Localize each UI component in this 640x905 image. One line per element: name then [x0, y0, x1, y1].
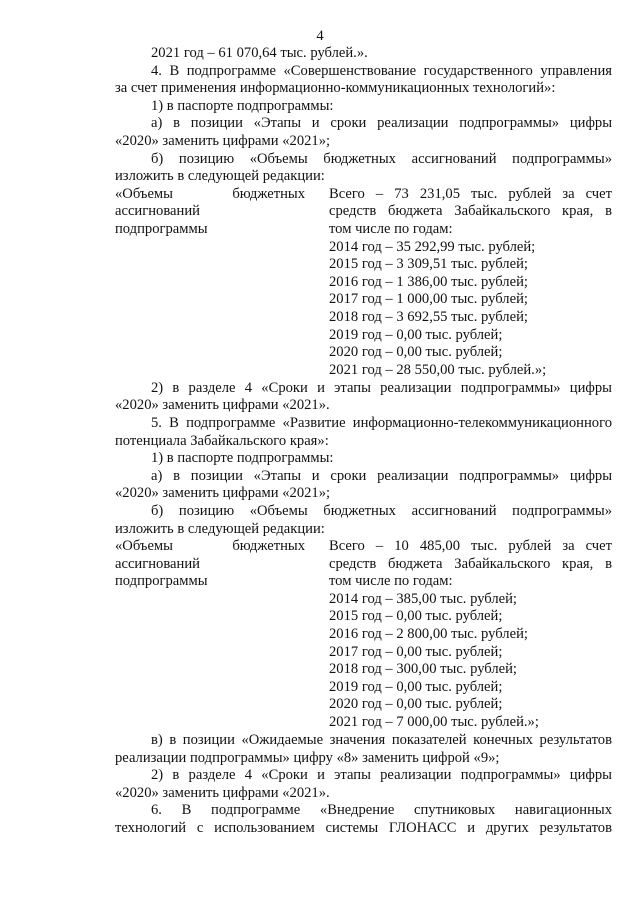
text-line: б) позицию «Объемы бюджетных ассигнований подпрограммы»	[151, 502, 612, 519]
table-2-label-column	[115, 538, 305, 591]
text-line: средств бюджета Забайкальского края, в	[329, 203, 612, 220]
page-number: 4	[316, 28, 324, 44]
text-line: «2020» заменить цифрами «2021»;	[115, 485, 331, 502]
text-line: 1) в паспорте подпрограммы:	[151, 450, 334, 467]
text-line: том числе по годам:	[329, 220, 453, 237]
text-line: 2) в разделе 4 «Сроки и этапы реализации подпрограммы» цифры	[151, 379, 612, 396]
text-line: в) в позиции «Ожидаемые значения показателей конечных результатов	[151, 732, 612, 749]
text-line: «Объемы бюджетных	[115, 185, 305, 202]
text-line: 4. В подпрограмме «Совершенствование государственного управления	[151, 62, 612, 79]
text-line: том числе по годам:	[329, 573, 453, 590]
text-line: средств бюджета Забайкальского края, в	[329, 555, 612, 572]
text-line: 2016 год – 2 800,00 тыс. рублей;	[329, 626, 528, 643]
text-line: а) в позиции «Этапы и сроки реализации подпрограммы» цифры	[151, 115, 612, 132]
text-line: 2021 год – 61 070,64 тыс. рублей.».	[151, 45, 368, 61]
table-1-value-column	[329, 186, 612, 380]
text-line: Всего – 73 231,05 тыс. рублей за счет	[329, 185, 612, 202]
text-line: технологий с использованием системы ГЛОНАСС и других результатов	[115, 820, 612, 837]
text-line: 5. В подпрограмме «Развитие информационно-телекоммуникационного	[151, 414, 612, 431]
text-line: 1) в паспорте подпрограммы:	[151, 97, 334, 114]
text-line: 2020 год – 0,00 тыс. рублей;	[329, 696, 503, 713]
text-line: «Объемы бюджетных	[115, 538, 305, 555]
text-line: ассигнований	[115, 555, 200, 572]
section-middle	[115, 380, 612, 538]
text-line: 2015 год – 3 309,51 тыс. рублей;	[329, 256, 528, 273]
text-line: 2019 год – 0,00 тыс. рублей;	[329, 678, 503, 695]
document-body	[115, 45, 612, 838]
text-line: 2018 год – 300,00 тыс. рублей;	[329, 661, 517, 678]
text-line: 2021 год – 7 000,00 тыс. рублей.»;	[329, 714, 539, 731]
text-line: «2020» заменить цифрами «2021».	[115, 784, 330, 801]
text-line: 2) в разделе 4 «Сроки и этапы реализации подпрограммы» цифры	[151, 767, 612, 784]
passport-table-1	[115, 186, 612, 380]
text-line: 2014 год – 385,00 тыс. рублей;	[329, 590, 517, 607]
text-line: реализации подпрограммы» цифру «8» заменить цифрой «9»;	[115, 749, 500, 766]
text-line: 2021 год – 28 550,00 тыс. рублей.»;	[329, 361, 547, 378]
text-line: а) в позиции «Этапы и сроки реализации подпрограммы» цифры	[151, 467, 612, 484]
text-line: 6. В подпрограмме «Внедрение спутниковых навигационных	[151, 802, 612, 819]
text-line: 2019 год – 0,00 тыс. рублей;	[329, 326, 503, 343]
text-line: 2016 год – 1 386,00 тыс. рублей;	[329, 273, 528, 290]
section-top	[115, 45, 612, 186]
text-line: изложить в следующей редакции:	[115, 520, 325, 537]
text-line: «2020» заменить цифрами «2021».	[115, 397, 330, 414]
section-bottom	[115, 732, 612, 838]
text-line: 2018 год – 3 692,55 тыс. рублей;	[329, 308, 528, 325]
table-2-value-column	[329, 538, 612, 732]
text-line: 2017 год – 1 000,00 тыс. рублей;	[329, 291, 528, 308]
text-line: 2015 год – 0,00 тыс. рублей;	[329, 608, 503, 625]
text-line: Всего – 10 485,00 тыс. рублей за счет	[329, 538, 612, 555]
text-line: 2017 год – 0,00 тыс. рублей;	[329, 643, 503, 660]
text-line: подпрограммы	[115, 573, 208, 590]
text-line: «2020» заменить цифрами «2021»;	[115, 132, 331, 149]
text-line: 2020 год – 0,00 тыс. рублей;	[329, 344, 503, 361]
text-line: изложить в следующей редакции:	[115, 168, 325, 185]
text-line: ассигнований	[115, 203, 200, 220]
table-1-label-column	[115, 186, 305, 239]
text-line: 2014 год – 35 292,99 тыс. рублей;	[329, 238, 536, 255]
text-line: за счет применения информационно-коммуникационных технологий»:	[115, 80, 556, 97]
text-line: потенциала Забайкальского края»:	[115, 432, 329, 449]
text-line: б) позицию «Объемы бюджетных ассигнований подпрограммы»	[151, 150, 612, 167]
text-line: подпрограммы	[115, 220, 208, 237]
passport-table-2	[115, 538, 612, 732]
